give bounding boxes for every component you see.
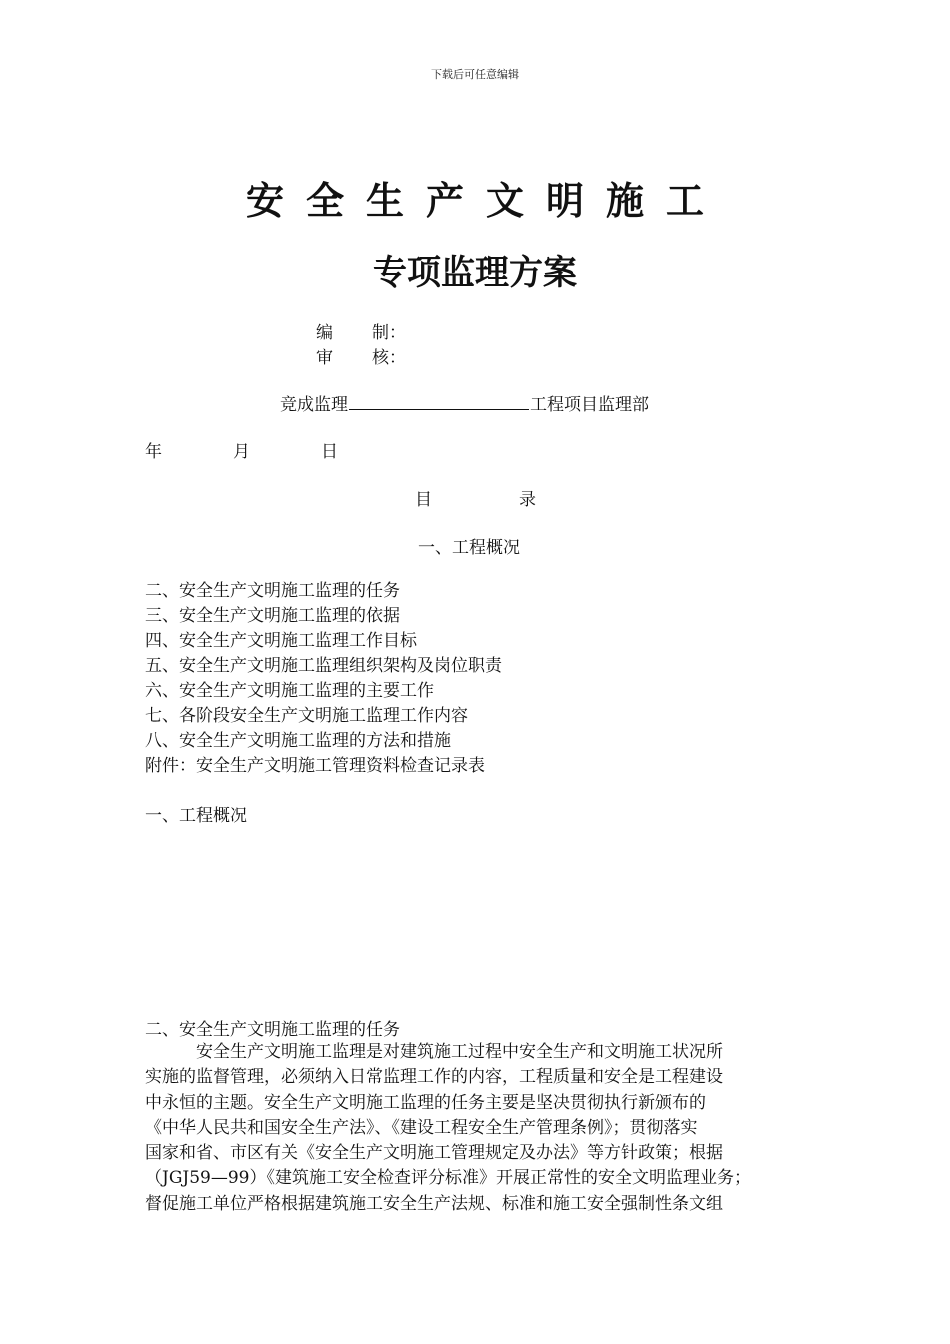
department-prefix: 竞成监理	[280, 395, 348, 415]
paragraph-line: 督促施工单位严格根据建筑施工安全生产法规、标准和施工安全强制性条文组	[145, 1193, 723, 1214]
document-title-line2: 专项监理方案	[373, 253, 577, 293]
toc-item: 附件：安全生产文明施工管理资料检查记录表	[145, 756, 485, 776]
section2-paragraph	[145, 1040, 815, 1217]
department-suffix: 工程项目监理部	[530, 395, 649, 415]
toc-item: 八、安全生产文明施工监理的方法和措施	[145, 731, 451, 751]
toc-item: 五、安全生产文明施工监理组织架构及岗位职责	[145, 656, 502, 676]
header-note: 下载后可任意编辑	[431, 68, 519, 81]
date-day: 日	[321, 442, 338, 462]
paragraph-line: 实施的监督管理，必须纳入日常监理工作的内容，工程质量和安全是工程建设	[145, 1067, 723, 1088]
toc-item: 三、安全生产文明施工监理的依据	[145, 606, 400, 626]
department-line	[280, 390, 649, 415]
paragraph-line: 国家和省、市区有关《安全生产文明施工管理规定及办法》等方针政策；根据	[145, 1143, 723, 1164]
paragraph-line: 中永恒的主题。安全生产文明施工监理的任务主要是坚决贯彻执行新颁布的	[145, 1092, 706, 1113]
department-blank	[349, 395, 529, 410]
document-title-line1: 安全生产文明施工	[245, 178, 726, 223]
prepared-by-label-a: 编	[316, 323, 333, 343]
prepared-by-label-b: 制：	[372, 323, 406, 343]
toc-item-1: 一、工程概况	[418, 538, 520, 558]
toc-list	[145, 579, 502, 779]
paragraph-line: 安全生产文明施工监理是对建筑施工过程中安全生产和文明施工状况所	[145, 1042, 723, 1062]
toc-item: 四、安全生产文明施工监理工作目标	[145, 631, 417, 651]
reviewed-by-field	[316, 343, 406, 368]
toc-title	[415, 485, 536, 510]
toc-item: 七、各阶段安全生产文明施工监理工作内容	[145, 706, 468, 726]
reviewed-by-label-a: 审	[316, 348, 333, 368]
toc-title-b: 录	[519, 490, 536, 510]
date-line	[145, 437, 338, 462]
section2-heading: 二、安全生产文明施工监理的任务	[145, 1020, 400, 1040]
date-year: 年	[145, 442, 162, 462]
toc-item: 六、安全生产文明施工监理的主要工作	[145, 681, 434, 701]
toc-item: 二、安全生产文明施工监理的任务	[145, 581, 400, 601]
reviewed-by-label-b: 核：	[372, 348, 406, 368]
date-month: 月	[233, 442, 250, 462]
prepared-by-field	[316, 318, 406, 343]
paragraph-line: 《中华人民共和国安全生产法》、《建设工程安全生产管理条例》；贯彻落实	[145, 1117, 698, 1138]
toc-title-a: 目	[415, 490, 432, 510]
paragraph-line: （JGJ59—99）《建筑施工安全检查评分标准》开展正常性的安全文明监理业务；	[145, 1168, 751, 1189]
section1-heading: 一、工程概况	[145, 806, 247, 826]
